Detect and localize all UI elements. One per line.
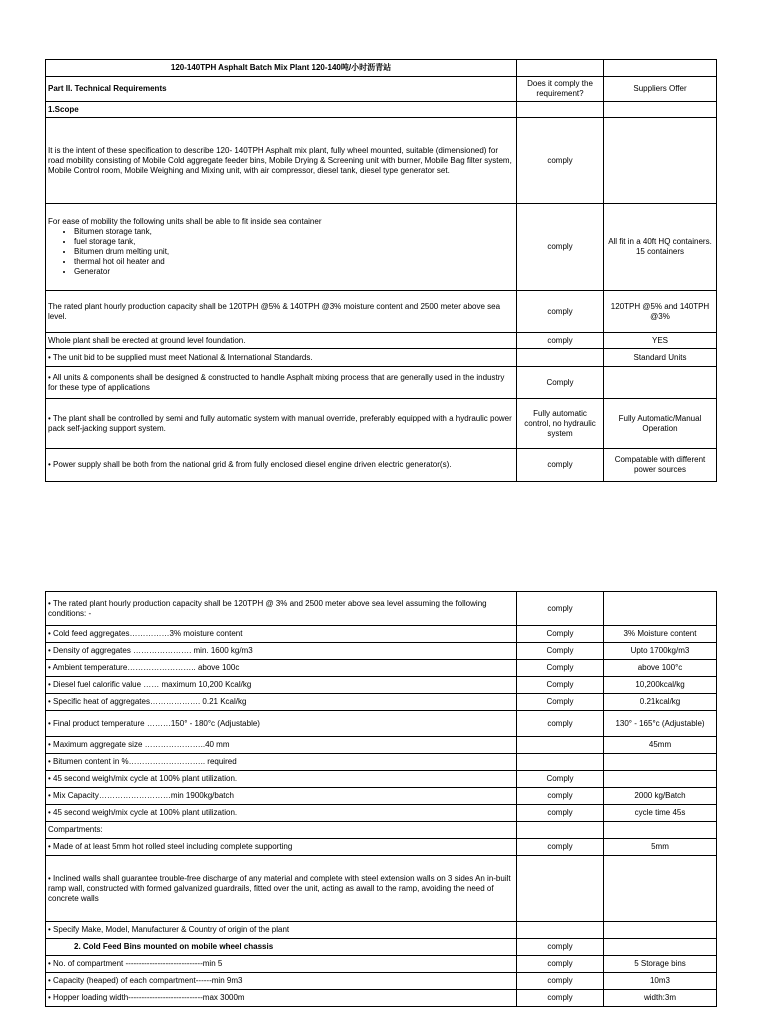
requirement-text: • 45 second weigh/mix cycle at 100% plant utilization. — [46, 771, 517, 788]
list-item: • Generator — [74, 267, 514, 277]
offer-cell: cycle time 45s — [604, 805, 717, 822]
offer-cell: 130° - 165°c (Adjustable) — [604, 711, 717, 737]
offer-cell — [604, 939, 717, 956]
offer-cell — [604, 922, 717, 939]
list-item: • Bitumen storage tank, — [74, 227, 514, 237]
container-unit-list — [48, 227, 514, 277]
offer-cell: 5mm — [604, 839, 717, 856]
empty-cell — [517, 102, 604, 118]
comply-cell: comply — [517, 291, 604, 333]
requirement-text: • Inclined walls shall guarantee trouble-free discharge of any material and complete with steel extension walls on 3 sides An in-built ramp wall, constructed with formed galvanized guardrails, fitted over the unit, acting as awall to the ramp, avoiding the need of concrete walls — [46, 856, 517, 922]
empty-cell — [604, 102, 717, 118]
comply-cell — [517, 754, 604, 771]
comply-cell — [517, 349, 604, 367]
comply-cell — [517, 822, 604, 839]
requirements-table-2 — [45, 591, 717, 1007]
empty-cell — [517, 60, 604, 77]
offer-cell: 120TPH @5% and 140TPH @3% — [604, 291, 717, 333]
requirement-text: • Capacity (heaped) of each compartment------min 9m3 — [46, 973, 517, 990]
offer-cell: 3% Moisture content — [604, 626, 717, 643]
offer-cell: width:3m — [604, 990, 717, 1007]
requirement-text: • Power supply shall be both from the national grid & from fully enclosed diesel engine driven electric generator(s). — [46, 449, 517, 482]
requirement-text: • The unit bid to be supplied must meet National & International Standards. — [46, 349, 517, 367]
offer-cell — [604, 367, 717, 399]
requirement-text: • Ambient temperature…………………….. above 100c — [46, 660, 517, 677]
requirement-text: • Bitumen content in %……………………….. required — [46, 754, 517, 771]
offer-cell: Compatable with different power sources — [604, 449, 717, 482]
comply-cell: comply — [517, 939, 604, 956]
offer-cell — [604, 771, 717, 788]
list-item: • Bitumen drum melting unit, — [74, 247, 514, 257]
requirements-table-1 — [45, 59, 717, 482]
table-title: 120-140TPH Asphalt Batch Mix Plant 120-140吨/小时沥青站 — [46, 60, 517, 77]
requirement-text: • Maximum aggregate size …………………..40 mm — [46, 737, 517, 754]
offer-cell — [604, 856, 717, 922]
offer-cell: 0.21kcal/kg — [604, 694, 717, 711]
comply-cell: comply — [517, 333, 604, 349]
offer-cell: 5 Storage bins — [604, 956, 717, 973]
offer-cell: Upto 1700kg/m3 — [604, 643, 717, 660]
offer-cell: YES — [604, 333, 717, 349]
offer-cell: All fit in a 40ft HQ containers. 15 containers — [604, 204, 717, 291]
comply-cell: comply — [517, 204, 604, 291]
requirement-text: • Density of aggregates …………………. min. 1600 kg/m3 — [46, 643, 517, 660]
requirement-text: • Specific heat of aggregates………………. 0.21 Kcal/kg — [46, 694, 517, 711]
comply-cell: Fully automatic control, no hydraulic system — [517, 399, 604, 449]
offer-cell: 2000 kg/Batch — [604, 788, 717, 805]
requirement-text: • No. of compartment -----------------------------min 5 — [46, 956, 517, 973]
comply-cell: Comply — [517, 626, 604, 643]
requirement-text: • All units & components shall be designed & constructed to handle Asphalt mixing process that are generally used in the industry for these type of applications — [46, 367, 517, 399]
comply-cell: Comply — [517, 694, 604, 711]
comply-cell: Comply — [517, 771, 604, 788]
comply-cell: comply — [517, 805, 604, 822]
comply-cell: Comply — [517, 677, 604, 694]
comply-cell: Comply — [517, 660, 604, 677]
comply-cell: comply — [517, 956, 604, 973]
comply-cell: comply — [517, 592, 604, 626]
comply-cell: Comply — [517, 643, 604, 660]
requirement-text: • The plant shall be controlled by semi and fully automatic system with manual override, preferably equipped with a hydraulic power pack self-jacking support system. — [46, 399, 517, 449]
list-item: • thermal hot oil heater and — [74, 257, 514, 267]
comply-cell: comply — [517, 973, 604, 990]
header-comply: Does it comply the requirement? — [517, 77, 604, 102]
offer-cell: above 100°c — [604, 660, 717, 677]
requirement-text: • Hopper loading width----------------------------max 3000m — [46, 990, 517, 1007]
comply-cell — [517, 737, 604, 754]
requirement-text: It is the intent of these specification to describe 120- 140TPH Asphalt mix plant, fully wheel mounted, suitable (dimensioned) for road mobility consisting of Mobile Cold aggregate feeder bins, Mobile Drying & Screening unit with burner, Mobile Bag filter system, Mobile Control room, Mobile Weighing and Mixing unit, with air compressor, diesel tank, diesel type generator set. — [46, 118, 517, 204]
offer-cell: Standard Units — [604, 349, 717, 367]
offer-cell — [604, 822, 717, 839]
offer-cell: 10,200kcal/kg — [604, 677, 717, 694]
requirement-text: • Cold feed aggregates……………3% moisture content — [46, 626, 517, 643]
requirement-text: • Made of at least 5mm hot rolled steel including complete supporting — [46, 839, 517, 856]
comply-cell: comply — [517, 711, 604, 737]
requirement-text: • 45 second weigh/mix cycle at 100% plant utilization. — [46, 805, 517, 822]
requirement-text: • Mix Capacity………………………min 1900kg/batch — [46, 788, 517, 805]
requirement-text: • Specify Make, Model, Manufacturer & Country of origin of the plant — [46, 922, 517, 939]
comply-cell — [517, 856, 604, 922]
offer-cell: 45mm — [604, 737, 717, 754]
requirement-text — [46, 204, 517, 291]
header-offer: Suppliers Offer — [604, 77, 717, 102]
offer-cell: 10m3 — [604, 973, 717, 990]
requirement-text: Whole plant shall be erected at ground level foundation. — [46, 333, 517, 349]
offer-cell — [604, 118, 717, 204]
empty-cell — [604, 60, 717, 77]
comply-cell: comply — [517, 449, 604, 482]
comply-cell: comply — [517, 118, 604, 204]
requirement-text: • Final product temperature ………150° - 180°c (Adjustable) — [46, 711, 517, 737]
comply-cell: comply — [517, 839, 604, 856]
comply-cell: comply — [517, 990, 604, 1007]
offer-cell: Fully Automatic/Manual Operation — [604, 399, 717, 449]
header-requirements: Part II. Technical Requirements — [46, 77, 517, 102]
requirement-text: Compartments: — [46, 822, 517, 839]
comply-cell — [517, 922, 604, 939]
offer-cell — [604, 754, 717, 771]
requirement-text: The rated plant hourly production capacity shall be 120TPH @5% & 140TPH @3% moisture content and 2500 meter above sea level. — [46, 291, 517, 333]
requirement-text: • The rated plant hourly production capacity shall be 120TPH @ 3% and 2500 meter above sea level assuming the following conditions: - — [46, 592, 517, 626]
container-intro: For ease of mobility the following units shall be able to fit inside sea container — [48, 217, 322, 226]
section-heading: 2. Cold Feed Bins mounted on mobile wheel chassis — [46, 939, 517, 956]
comply-cell: Comply — [517, 367, 604, 399]
section-heading: 1.Scope — [46, 102, 517, 118]
offer-cell — [604, 592, 717, 626]
list-item: • fuel storage tank, — [74, 237, 514, 247]
comply-cell: comply — [517, 788, 604, 805]
requirement-text: • Diesel fuel calorific value …… maximum 10,200 Kcal/kg — [46, 677, 517, 694]
